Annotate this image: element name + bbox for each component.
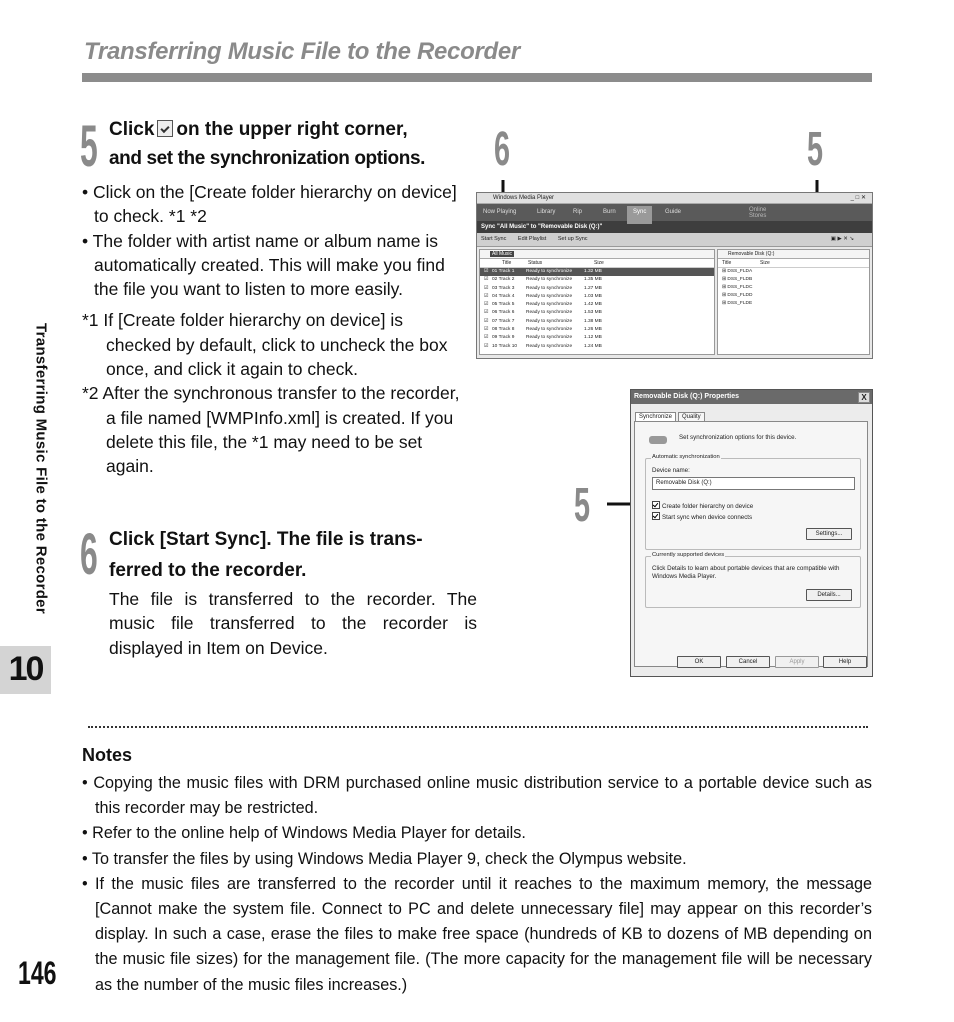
notes-title: Notes: [82, 745, 133, 765]
row-status: Ready to synchronize: [526, 335, 573, 341]
step-5-title-pre: Click: [109, 119, 155, 140]
page-number: 146: [18, 955, 57, 991]
wmp-tab[interactable]: Library: [537, 209, 556, 215]
callout-5-side: 5: [574, 479, 591, 532]
wmp-title: Windows Media Player: [493, 195, 555, 201]
expand-icon[interactable]: ⊞: [722, 285, 728, 290]
auto-sync-group: [645, 454, 861, 550]
dialog-title: Removable Disk (Q:) Properties: [634, 393, 740, 400]
sync-options-icon: [157, 120, 173, 137]
wmp-tab[interactable]: Guide: [665, 209, 682, 215]
cancel-button[interactable]: Cancel: [726, 656, 770, 668]
step-5-bullet: • Click on the [Create folder hierarchy on device] to check. *1 *2: [82, 182, 457, 227]
dialog-intro: Set synchronization options for this device.: [679, 434, 797, 441]
wmp-folder-tree: [718, 268, 869, 308]
start-sync-checkbox[interactable]: [652, 512, 660, 520]
col-title[interactable]: Title: [722, 260, 732, 266]
row-checkbox[interactable]: ☑: [484, 327, 489, 333]
row-status: Ready to synchronize: [526, 285, 573, 291]
window-controls-icon: _ □ ✕: [850, 195, 866, 201]
device-folder-label: DSS_FLDA: [727, 269, 753, 274]
notes-divider: [88, 726, 868, 728]
start-sync-button[interactable]: Start Sync: [481, 236, 507, 242]
row-size: 1.03 MB: [584, 293, 602, 299]
row-title: 09 Track 9: [492, 335, 515, 341]
wmp-panes: [477, 247, 872, 355]
device-folder[interactable]: [718, 276, 869, 284]
table-row[interactable]: [480, 301, 714, 309]
header-rule: [82, 73, 872, 82]
step-5-title-line2: and set the synchronization options.: [109, 148, 426, 169]
close-icon[interactable]: X: [858, 392, 870, 403]
row-title: 07 Track 7: [492, 318, 515, 324]
footnote-2: *2 After the synchronous transfer to the recorder, a file named [WMPInfo.xml] is created. If you delete this file, the *1 may need to be set again.: [82, 383, 460, 477]
row-checkbox[interactable]: ☑: [484, 318, 489, 324]
row-size: 1.42 MB: [584, 302, 602, 308]
row-size: 1.24 MB: [584, 343, 602, 349]
col-size[interactable]: Size: [594, 260, 604, 266]
table-row[interactable]: [480, 318, 714, 326]
row-checkbox[interactable]: ☑: [484, 285, 489, 291]
table-row[interactable]: [480, 293, 714, 301]
wmp-tabs: [477, 204, 872, 221]
wmp-left-combo[interactable]: [480, 250, 714, 259]
row-status: Ready to synchronize: [526, 310, 573, 316]
wmp-tab[interactable]: Rip: [573, 209, 583, 215]
step-6-number: 6: [80, 522, 98, 587]
row-status: Ready to synchronize: [526, 302, 573, 308]
row-title: 02 Track 2: [492, 277, 515, 283]
row-size: 1.32 MB: [584, 269, 602, 274]
row-checkbox[interactable]: ☑: [484, 277, 489, 283]
supported-devices-group-label: Currently supported devices: [652, 552, 725, 558]
step-5-bullet: • The folder with artist name or album name is automatically created. This will make you find the file you want to listen to more easily.: [82, 230, 445, 300]
row-title: 04 Track 4: [492, 293, 515, 299]
expand-icon[interactable]: ⊞: [722, 301, 728, 306]
table-row[interactable]: [480, 334, 714, 342]
device-folder[interactable]: [718, 300, 869, 308]
supported-devices-group: [645, 552, 861, 608]
row-checkbox[interactable]: ☑: [484, 335, 489, 341]
row-size: 1.53 MB: [584, 310, 602, 316]
col-status[interactable]: Status: [528, 260, 543, 266]
step-6-title-line2: ferred to the recorder.: [109, 560, 307, 581]
step-6-title-line1: Click [Start Sync]. The file is trans-: [109, 529, 423, 550]
row-title: 03 Track 3: [492, 285, 515, 291]
side-chapter-label: [31, 305, 51, 635]
device-folder-label: DSS_FLDE: [727, 301, 753, 306]
expand-icon[interactable]: ⊞: [722, 277, 728, 282]
start-sync-option[interactable]: [652, 512, 752, 521]
edit-playlist-button[interactable]: Edit Playlist: [517, 236, 547, 242]
table-row[interactable]: [480, 326, 714, 334]
note-item: • If the music files are transferred to the recorder until it reaches to the maximum memory, the message [Cannot make the system file. Connect to PC and delete unnecessary file] may appear on this recorder’s display. In such a case, erase the files to make free space (hundreds of KB to dozens of MB depending on the music file sizes) for the management file. (The more capacity for the management file will be necessary as the number of the music files increases.): [82, 874, 872, 994]
row-size: 1.12 MB: [584, 335, 602, 341]
step-5-number: 5: [80, 114, 98, 179]
row-status: Ready to synchronize: [526, 318, 573, 324]
device-folder[interactable]: [718, 284, 869, 292]
row-status: Ready to synchronize: [526, 343, 573, 349]
notes-list: [82, 771, 872, 998]
chapter-number: 10: [8, 650, 43, 688]
table-row[interactable]: [480, 268, 714, 276]
row-status: Ready to synchronize: [526, 269, 573, 274]
row-title: 05 Track 5: [492, 302, 515, 308]
sync-toolbar-icons[interactable]: ▣ ▶ ✕ ↘: [830, 236, 854, 242]
col-size[interactable]: Size: [760, 260, 770, 266]
chapter-tab: [0, 646, 51, 694]
device-folder[interactable]: [718, 292, 869, 300]
row-status: Ready to synchronize: [526, 277, 573, 283]
step-6-body: The file is transferred to the recorder. The music file transferred to the recorder is displayed in Item on Device.: [109, 589, 477, 658]
note-item: • Copying the music files with DRM purchased online music distribution service to a portable device such as this recorder may be restricted.: [82, 774, 872, 818]
wmp-device-pane: [717, 249, 870, 355]
page-header-title: Transferring Music File to the Recorder: [84, 38, 520, 65]
table-row[interactable]: [480, 309, 714, 317]
tab-quality[interactable]: Quality: [678, 412, 705, 422]
device-folder-label: DSS_FLDD: [727, 293, 753, 298]
callout-5-top: 5: [807, 123, 824, 176]
row-checkbox[interactable]: ☑: [484, 310, 489, 316]
apply-button[interactable]: Apply: [775, 656, 819, 668]
row-size: 1.27 MB: [584, 285, 602, 291]
row-size: 1.26 MB: [584, 327, 602, 333]
row-title: 01 Track 1: [492, 269, 515, 274]
table-row[interactable]: [480, 343, 714, 351]
col-title[interactable]: Title: [502, 260, 512, 266]
row-title: 10 Track 10: [492, 343, 518, 349]
wmp-right-combo[interactable]: Removable Disk (Q:): [718, 250, 869, 259]
create-folder-hierarchy-label: Create folder hierarchy on device: [662, 503, 754, 510]
properties-dialog: [630, 389, 873, 677]
wmp-right-header: [718, 259, 869, 268]
note-item: • Refer to the online help of Windows Media Player for details.: [82, 824, 526, 843]
help-button[interactable]: Help: [823, 656, 867, 668]
table-row[interactable]: [480, 285, 714, 293]
wmp-toolbar: [477, 233, 872, 247]
row-size: 1.35 MB: [584, 277, 602, 283]
expand-icon[interactable]: ⊞: [722, 269, 728, 274]
left-combo-value: All Music: [492, 251, 513, 257]
step-5-body: [82, 180, 464, 479]
row-checkbox[interactable]: ☑: [484, 343, 489, 349]
settings-button[interactable]: Settings...: [806, 528, 852, 540]
set-up-sync-button[interactable]: Set up Sync: [557, 236, 588, 242]
wmp-online-stores[interactable]: Online Stores: [749, 207, 767, 219]
row-checkbox[interactable]: ☑: [484, 302, 489, 308]
step-5-title-post: on the upper right corner,: [176, 119, 408, 140]
drive-icon: [649, 436, 667, 444]
wmp-library-pane: [479, 249, 715, 355]
tab-synchronize[interactable]: Synchronize: [635, 412, 676, 422]
row-status: Ready to synchronize: [526, 327, 573, 333]
auto-sync-group-label: Automatic synchronization: [652, 454, 720, 460]
device-name-label: Device name:: [652, 467, 690, 474]
create-folder-hierarchy-checkbox[interactable]: [652, 501, 660, 509]
wmp-screenshot: [476, 192, 873, 359]
wmp-titlebar: [477, 193, 872, 204]
wmp-tab[interactable]: Burn: [603, 209, 616, 215]
wmp-tab[interactable]: Now Playing: [483, 209, 517, 215]
dialog-titlebar: [631, 390, 872, 404]
expand-icon[interactable]: ⊞: [722, 293, 728, 298]
footnote-1: *1 If [Create folder hierarchy on device] is checked by default, click to uncheck the box once, and click it again to check.: [82, 310, 448, 380]
row-checkbox[interactable]: ☑: [484, 293, 489, 299]
device-folder-label: DSS_FLDC: [727, 285, 753, 290]
step-6-title: [109, 524, 481, 586]
device-folder[interactable]: [718, 268, 869, 276]
dialog-body: [634, 421, 868, 667]
row-checkbox[interactable]: ☑: [484, 269, 489, 274]
ok-button[interactable]: OK: [677, 656, 721, 668]
row-size: 1.38 MB: [584, 318, 602, 324]
wmp-track-list: [480, 268, 714, 351]
wmp-left-header: [480, 259, 714, 268]
step-5-title: [109, 115, 469, 173]
device-folder-label: DSS_FLDB: [727, 277, 753, 282]
callout-6: 6: [494, 123, 511, 176]
wmp-tab-sync[interactable]: Sync: [627, 206, 652, 224]
note-item: • To transfer the files by using Windows Media Player 9, check the Olympus website.: [82, 849, 687, 868]
row-title: 08 Track 8: [492, 327, 515, 333]
create-folder-hierarchy-option[interactable]: [652, 501, 753, 510]
details-button[interactable]: Details...: [806, 589, 852, 601]
row-status: Ready to synchronize: [526, 293, 573, 299]
start-sync-label: Start sync when device connects: [662, 514, 753, 521]
supported-devices-text: Click Details to learn about portable devices that are compatible with Windows Media Player.: [652, 565, 840, 580]
side-chapter-text: Transferring Music File to the Recorder: [32, 323, 50, 614]
table-row[interactable]: [480, 276, 714, 284]
row-title: 06 Track 6: [492, 310, 515, 316]
device-name-input[interactable]: Removable Disk (Q:): [652, 477, 855, 490]
wmp-sync-header: Sync "All Music" to "Removable Disk (Q:)": [477, 221, 872, 233]
